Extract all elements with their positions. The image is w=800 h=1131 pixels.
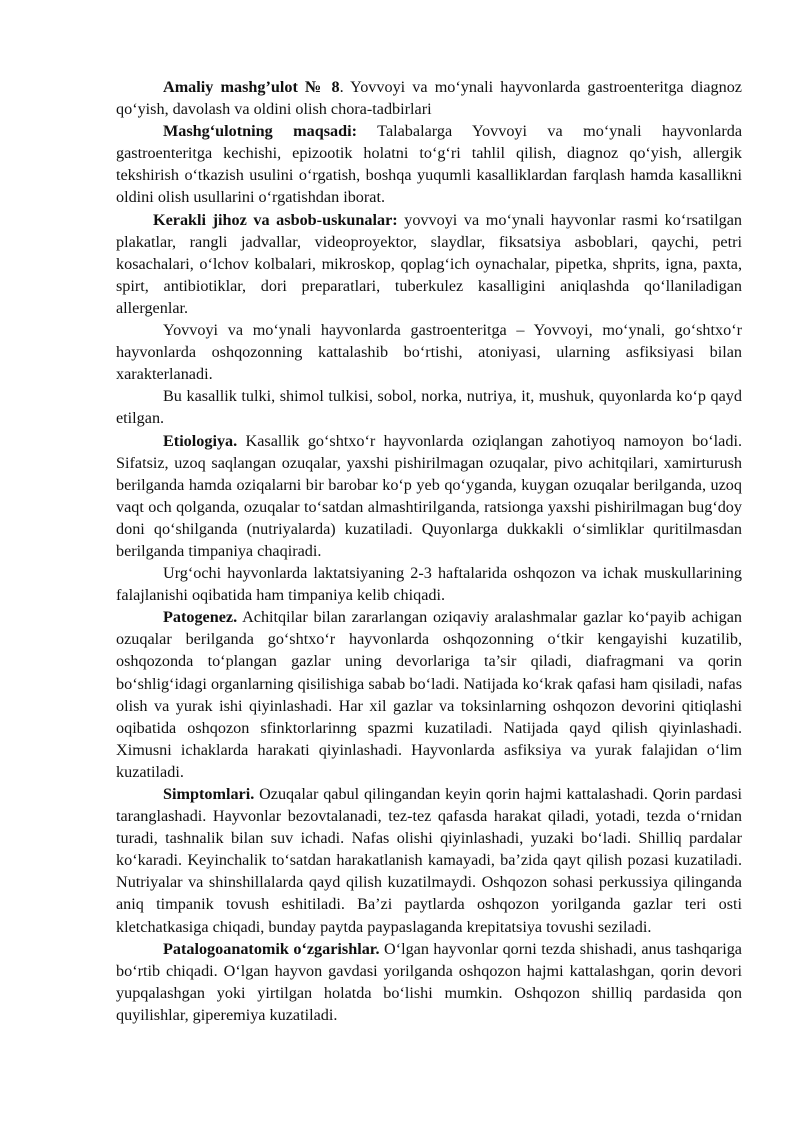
paragraph-definition [116,319,742,385]
paragraph-goal [116,120,742,208]
paragraph-symptoms [116,783,742,938]
goal-lead: Mashg‘ulotning maqsadi: [163,122,358,141]
goal-text: Talabalarga Yovvoyi va mo‘ynali hayvonlarda gastroenteritga kechishi, epizootik holatni to‘g‘ri tahlil qilish, diagnoz qo‘yish, allergik tekshirish o‘tkazish usulini o‘rgatish, boshqa yuqumli kasalliklardan farqlash hamda kasallikni oldini olish usullarini o‘rgatishdan iborat. [116,122,743,207]
paragraph-equipment [116,209,742,319]
paragraph-pathology [116,938,742,1026]
equipment-text: yovvoyi va mo‘ynali hayvonlar rasmi ko‘rsatilgan plakatlar, rangli jadvallar, videoproyektor, slaydlar, fiksatsiya asboblari, qaychi, petri kosachalari, o‘lchov kolbalari, mikroskop, qoplag‘ich oynachalar, pipetka, shprits, igna, paxta, spirt, antibiotiklar, dori preparatlari, tuberkulez kasalligini aniqlashda qo‘llaniladigan allergenlar. [116,210,742,317]
title-text: . Yovvoyi va mo‘ynali hayvonlarda gastroenteritga diagnoz qo‘yish, davolash va oldini olish chora-tadbirlari [116,78,742,119]
paragraph-lactation [116,562,742,606]
pathogenesis-lead: Patogenez. [163,608,238,627]
lactation-text: Urg‘ochi hayvonlarda laktatsiyaning 2-3 haftalarida oshqozon va ichak muskullarining falajlanishi oqibatida ham timpaniya kelib chiqadi. [116,564,742,605]
symptoms-lead: Simptomlari. [163,785,255,803]
etiology-lead: Etiologiya. [163,431,238,450]
paragraph-title [116,76,742,120]
symptoms-text: Ozuqalar qabul qilingandan keyin qorin hajmi kattalashadi. Qorin pardasi taranglashadi. Hayvonlar bezovtalanadi, tez-tez qafasda harakat qiladi, yotadi, tezda o‘rnidan turadi, tashnalik bilan suv ichadi. Nafas olishi qiyinlashadi, yuzaki bo‘ladi. Shilliq pardalar ko‘karadi. Keyinchalik to‘satdan harakatlanish kamayadi, ba’zida qayt qilish pozasi kuzatiladi. Nutriyalar va shinshillalarda qayd qilish kuzatilmaydi. Oshqozon sohasi perkussiya qilinganda aniq timpanik tovush eshitiladi. Ba’zi paytlarda oshqozon yorilganda gazlar teri osti kletchatkasiga chiqadi, bunday paytda paypaslaganda krepitatsiya tovushi seziladi. [116,785,742,936]
species-text: Bu kasallik tulki, shimol tulkisi, sobol, norka, nutriya, it, mushuk, quyonlarda ko‘p qayd etilgan. [116,387,742,428]
equipment-lead: Kerakli jihoz va asbob-uskunalar: [153,210,398,229]
paragraph-species [116,385,742,429]
pathology-text: O‘lgan hayvonlar qorni tezda shishadi, anus tashqariga bo‘rtib chiqadi. O‘lgan hayvon gavdasi yorilganda oshqozon hajmi kattalashgan, qorin devori yupqalashgan yoki yirtilgan holatda bo‘lishi mumkin. Oshqozon shilliq pardasida qon quyilishlar, giperemiya kuzatiladi. [116,939,742,1024]
paragraph-pathogenesis [116,606,742,783]
pathogenesis-text: Achitqilar bilan zararlangan oziqaviy aralashmalar gazlar ko‘payib achigan ozuqalar berilganda go‘shtxo‘r hayvonlarda oshqozonning o‘tkir kengayishi kuzatilib, oshqozonda to‘plangan gazlar uning devorlariga ta’sir qiladi, diafragmani va qorin bo‘shlig‘idagi organlarning qisilishiga sabab bo‘ladi. Natijada ko‘krak qafasi ham qisiladi, nafas olish va yurak ishi qiyinlashadi. Har xil gazlar va toksinlarning oshqozon devorini qitiqlashi oqibatida oshqozon sfinktorlarinng spazmi kuzatiladi. Natijada qayd qilish qiyinlashadi. Ximusni ichaklarda harakati qiyinlashadi. Hayvonlarda asfiksiya va yurak falajidan o‘lim kuzatiladi. [116,608,742,781]
document-page [116,76,742,1026]
title-lead: Amaliy mashg’ulot № 8 [163,78,340,96]
paragraph-etiology [116,430,742,563]
etiology-text: Kasallik go‘shtxo‘r hayvonlarda oziqlangan zahotiyoq namoyon bo‘ladi. Sifatsiz, uzoq saqlangan ozuqalar, yaxshi pishirilmagan ozuqalar, pivo achitqilari, xamirturush berilganda hamda oziqalarni bir barobar ko‘p yeb qo‘yganda, kuygan ozuqalar berilganda, uzoq vaqt och qolganda, ozuqalar to‘satdan almashtirilganda, ratsionga yaxshi pishirilmagan bug‘doy doni qo‘shilganda (nutriyalarda) kuzatiladi. Quyonlarga dukkakli o‘simliklar quritilmasdan berilganda timpaniya chaqiradi. [116,431,742,560]
pathology-lead: Patalogoanatomik o‘zgarishlar. [163,939,380,958]
definition-text: Yovvoyi va mo‘ynali hayvonlarda gastroenteritga – Yovvoyi, mo‘ynali, go‘shtxo‘r hayvonlarda oshqozonning kattalashib bo‘rtishi, atoniyasi, ularning asfiksiyasi bilan xarakterlanadi. [116,321,742,384]
